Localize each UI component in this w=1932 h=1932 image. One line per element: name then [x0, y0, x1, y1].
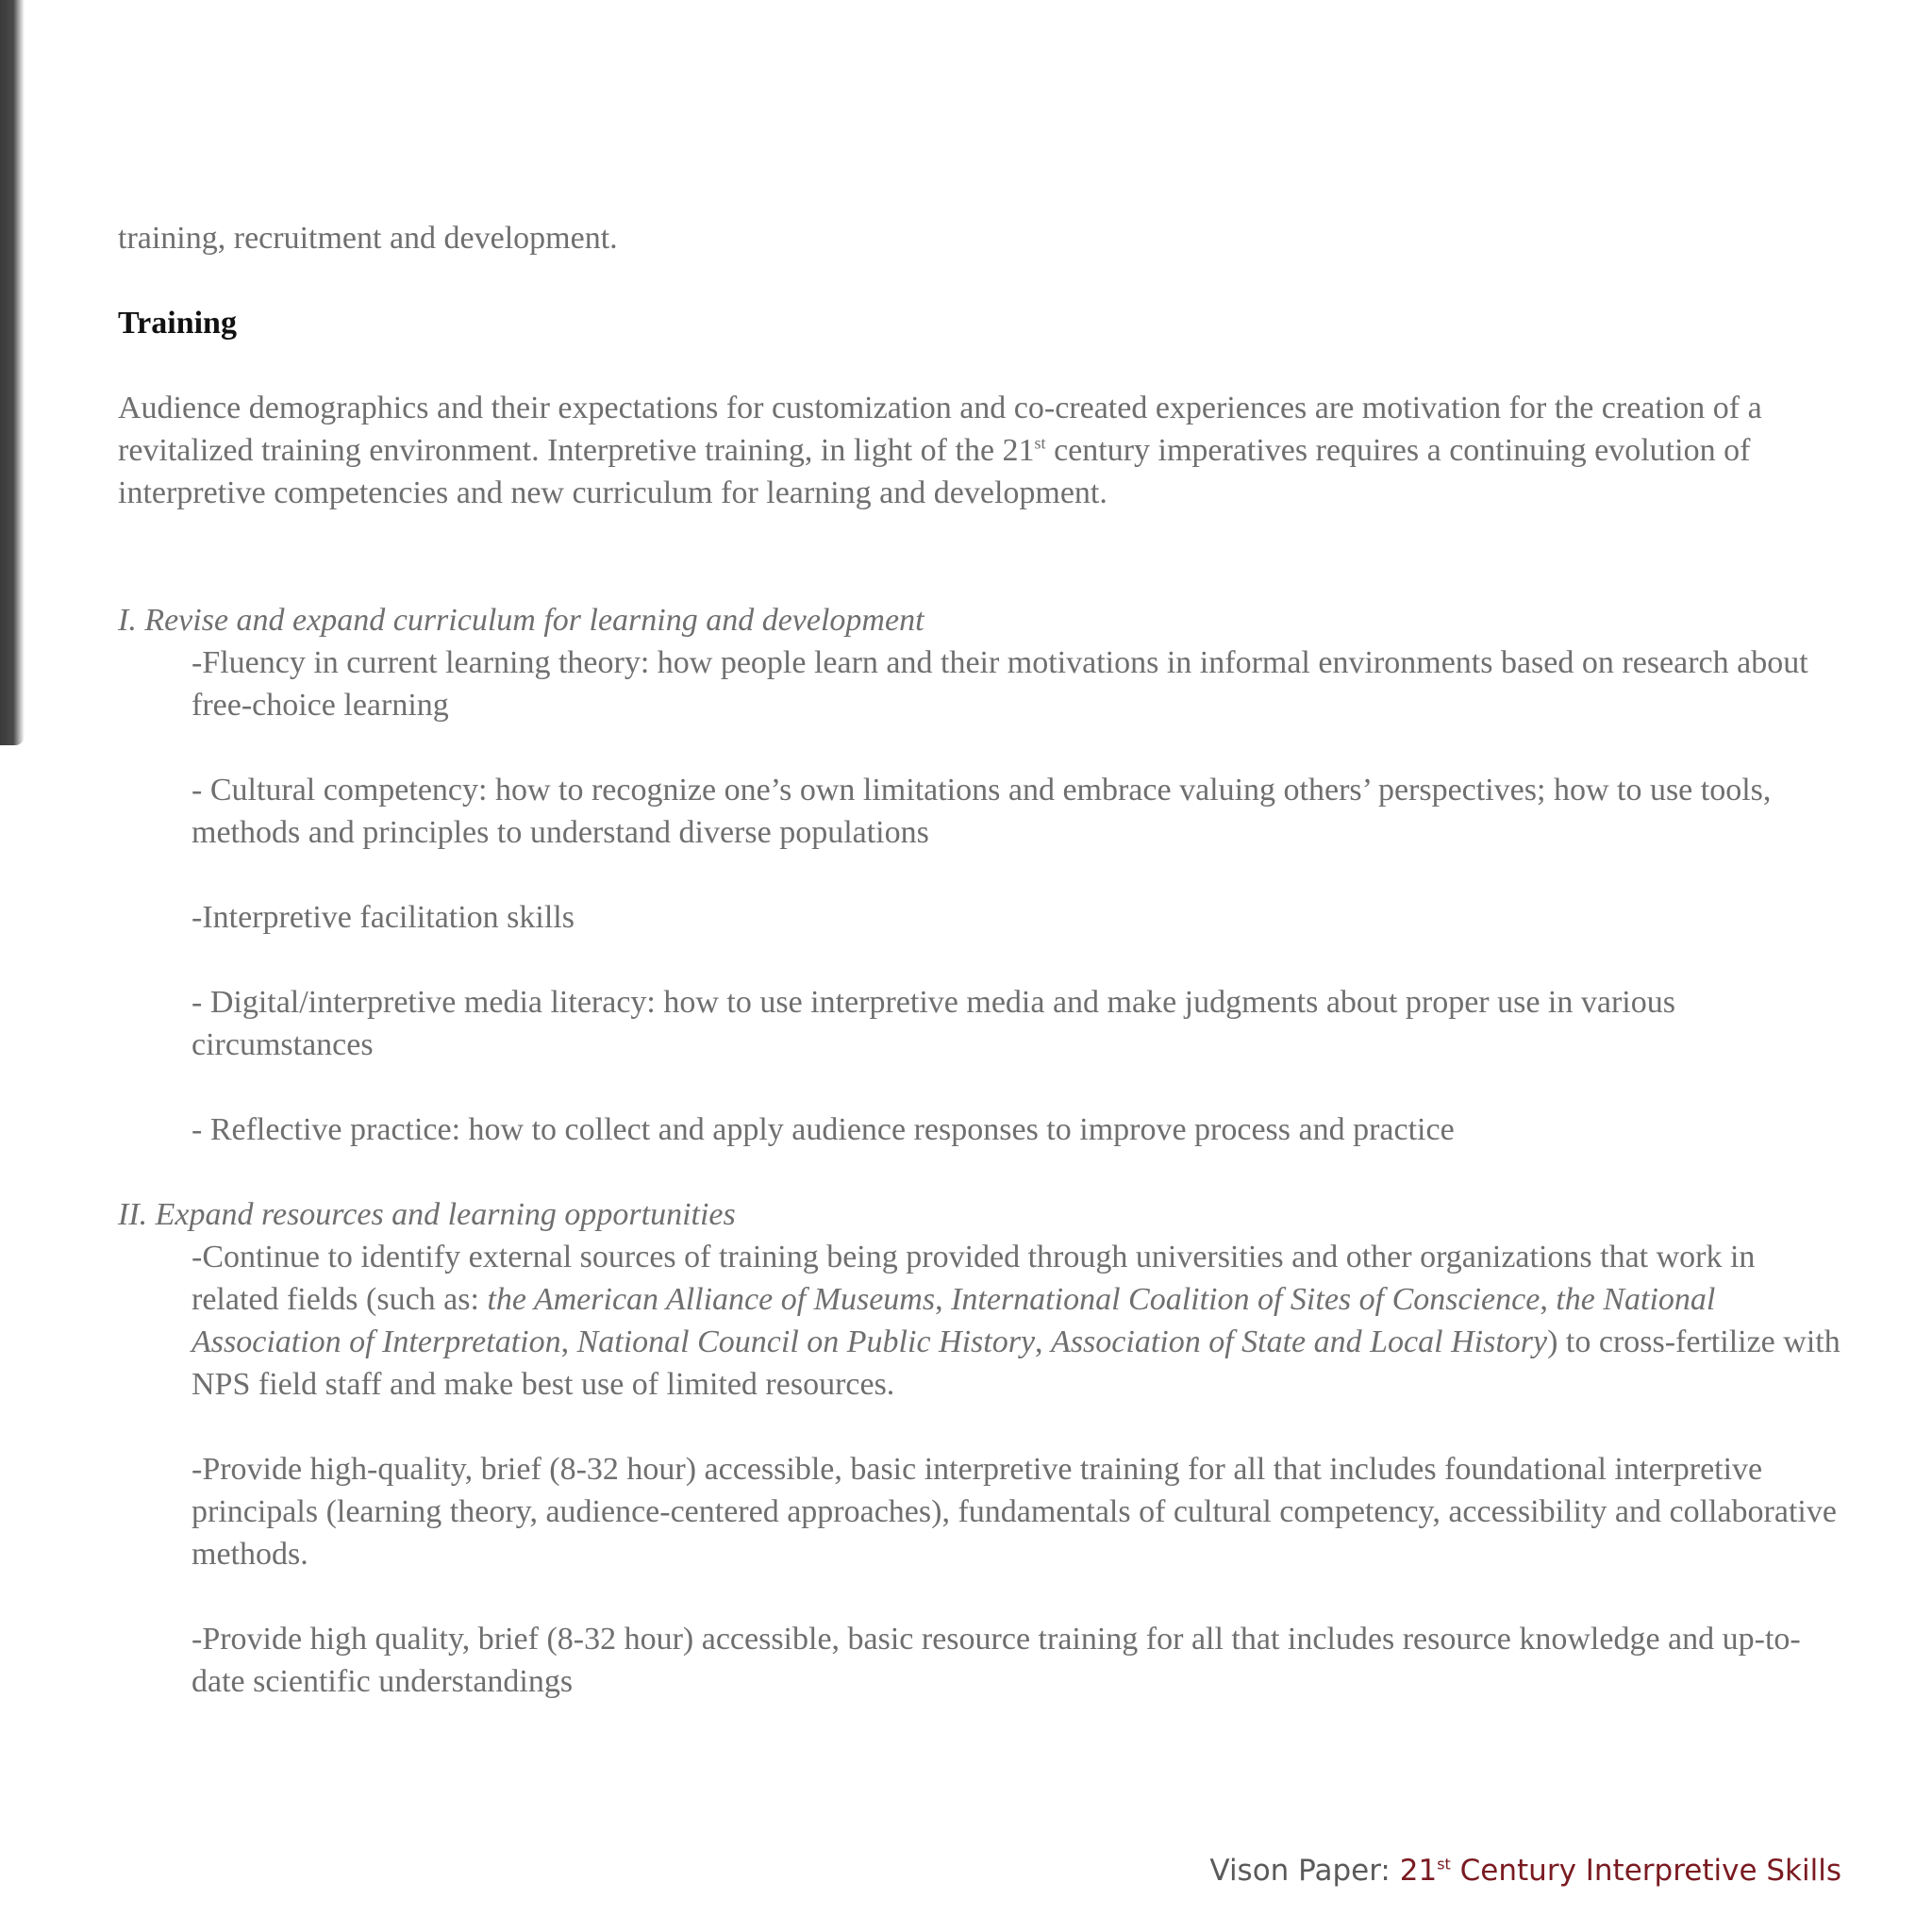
section-title-curriculum: I. Revise and expand curriculum for learning and development — [118, 603, 924, 638]
separator: , — [1035, 1324, 1052, 1359]
intro-superscript: st — [1034, 433, 1046, 453]
list-item: -Provide high quality, brief (8-32 hour) accessible, basic resource training for all that includes resource knowledge and up-to-date scientific understandings — [192, 1622, 1801, 1699]
list-item: - Reflective practice: how to collect and apply audience responses to improve process and practice — [192, 1112, 1455, 1147]
continuation-text: training, recruitment and development. — [118, 221, 618, 256]
item-lead-text: -Continue to identify external sources of training being provided through universities and other organizations that work in related fields (such as: — [192, 1240, 1756, 1317]
list-item-external-sources — [192, 1236, 1844, 1406]
org-name: International Coalition of Sites of Conscience — [951, 1282, 1541, 1317]
separator: , — [935, 1282, 952, 1317]
list-item: - Cultural competency: how to recognize one’s own limitations and embrace valuing others’ perspectives; how to use tools, methods and principles to understand diverse populations — [192, 773, 1772, 850]
org-name: the American Alliance of Museums — [487, 1282, 936, 1317]
list-item: -Fluency in current learning theory: how people learn and their motivations in informal environments based on research about free-choice learning — [192, 645, 1808, 723]
footer-prefix: Vison Paper: — [1209, 1854, 1400, 1888]
section-title-resources: II. Expand resources and learning opportunities — [118, 1197, 736, 1232]
org-name: the National Association of Interpretation — [192, 1282, 1716, 1359]
list-item: -Provide high-quality, brief (8-32 hour) accessible, basic interpretive training for all that includes foundational interpretive principals (learning theory, audience-centered approaches), fundamentals of cultural competency, accessibility and collaborative methods. — [192, 1452, 1837, 1572]
org-name: Association of State and Local History — [1051, 1324, 1548, 1359]
item-tail-text: ) to cross-fertilize with NPS field staff and make best use of limited resources. — [192, 1324, 1840, 1402]
intro-text-before: Audience demographics and their expectations for customization and co-created experiences are motivation for the creation of a revitalized training environment. Interpretive training, in light of the 21 — [118, 391, 1762, 468]
page-edge-shadow — [0, 0, 25, 745]
intro-text-after: century imperatives requires a continuing evolution of interpretive competencies and new curriculum for learning and development. — [118, 433, 1751, 510]
separator: , — [560, 1324, 577, 1359]
section-heading-training: Training — [118, 306, 237, 341]
page-footer — [1209, 1854, 1841, 1888]
intro-paragraph — [118, 387, 1844, 514]
footer-accent-text: Century Interpretive Skills — [1450, 1854, 1841, 1888]
list-item: -Interpretive facilitation skills — [192, 900, 575, 935]
separator: , — [1540, 1282, 1557, 1317]
footer-accent-superscript: st — [1437, 1855, 1451, 1874]
org-name: National Council on Public History — [576, 1324, 1036, 1359]
footer-accent-number: 21 — [1399, 1854, 1438, 1888]
document-body — [118, 217, 1844, 1703]
list-item: - Digital/interpretive media literacy: how to use interpretive media and make judgments about proper use in various circumstances — [192, 985, 1675, 1062]
